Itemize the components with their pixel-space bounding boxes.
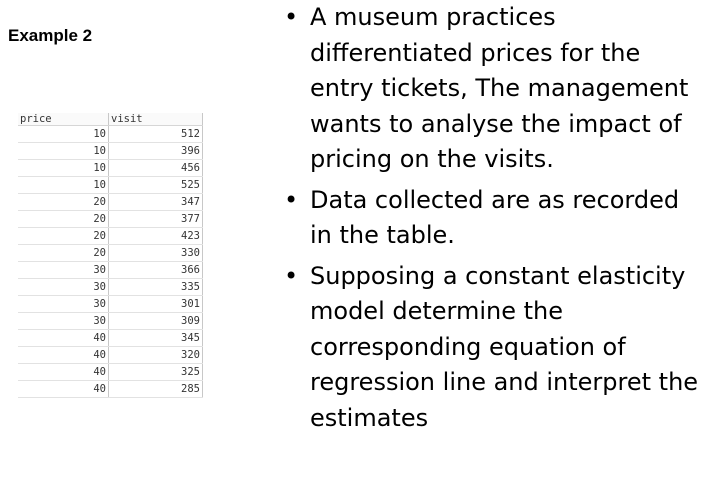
- table-row: [18, 143, 203, 160]
- data-table: [18, 113, 203, 398]
- bullet-dot-icon: •: [284, 261, 299, 290]
- table-row: [18, 262, 203, 279]
- visit-cell: 309: [109, 313, 203, 330]
- price-cell: 10: [18, 143, 109, 160]
- visit-cell: 301: [109, 296, 203, 313]
- price-cell: 20: [18, 245, 109, 262]
- price-cell: 20: [18, 228, 109, 245]
- table-row: [18, 245, 203, 262]
- visit-cell: 320: [109, 347, 203, 364]
- table-row: [18, 160, 203, 177]
- table-row: [18, 177, 203, 194]
- bullet-dot-icon: •: [284, 185, 299, 214]
- visit-cell: 335: [109, 279, 203, 296]
- visit-cell: 366: [109, 262, 203, 279]
- table-body: [18, 126, 203, 398]
- slide-title: Example 2: [8, 26, 93, 45]
- visit-cell: 423: [109, 228, 203, 245]
- table-row: [18, 279, 203, 296]
- price-cell: 40: [18, 347, 109, 364]
- price-cell: 30: [18, 262, 109, 279]
- price-cell: 10: [18, 177, 109, 194]
- column-header-visit: visit: [109, 113, 203, 126]
- price-cell: 20: [18, 211, 109, 228]
- table-row: [18, 364, 203, 381]
- table-row: [18, 126, 203, 143]
- price-cell: 40: [18, 381, 109, 398]
- price-cell: 20: [18, 194, 109, 211]
- table-row: [18, 296, 203, 313]
- price-cell: 30: [18, 296, 109, 313]
- visit-cell: 512: [109, 126, 203, 143]
- price-cell: 10: [18, 160, 109, 177]
- price-cell: 30: [18, 279, 109, 296]
- table-row: [18, 313, 203, 330]
- table-row: [18, 381, 203, 398]
- visit-cell: 377: [109, 211, 203, 228]
- bullet-item: [284, 183, 704, 254]
- bullet-text: Supposing a constant elasticity model determine the corresponding equation of regression line and interpret the estimates: [310, 261, 699, 432]
- visit-cell: 285: [109, 381, 203, 398]
- price-cell: 30: [18, 313, 109, 330]
- bullet-text: A museum practices differentiated prices for the entry tickets, The management wants to analyse the impact of pricing on the visits.: [310, 3, 689, 173]
- bullet-list: [284, 0, 704, 441]
- table-row: [18, 228, 203, 245]
- table-header-row: [18, 113, 203, 126]
- table-row: [18, 211, 203, 228]
- bullet-text: Data collected are as recorded in the table.: [310, 185, 680, 249]
- column-header-price: price: [18, 113, 109, 126]
- price-cell: 40: [18, 330, 109, 347]
- visit-cell: 325: [109, 364, 203, 381]
- visit-cell: 396: [109, 143, 203, 160]
- table-row: [18, 347, 203, 364]
- visit-cell: 345: [109, 330, 203, 347]
- table-row: [18, 194, 203, 211]
- price-cell: 10: [18, 126, 109, 143]
- bullet-item: [284, 259, 704, 437]
- visit-cell: 456: [109, 160, 203, 177]
- visit-cell: 525: [109, 177, 203, 194]
- price-cell: 40: [18, 364, 109, 381]
- bullet-item: [284, 0, 704, 178]
- visit-cell: 330: [109, 245, 203, 262]
- table-row: [18, 330, 203, 347]
- visit-cell: 347: [109, 194, 203, 211]
- bullet-dot-icon: •: [284, 3, 299, 31]
